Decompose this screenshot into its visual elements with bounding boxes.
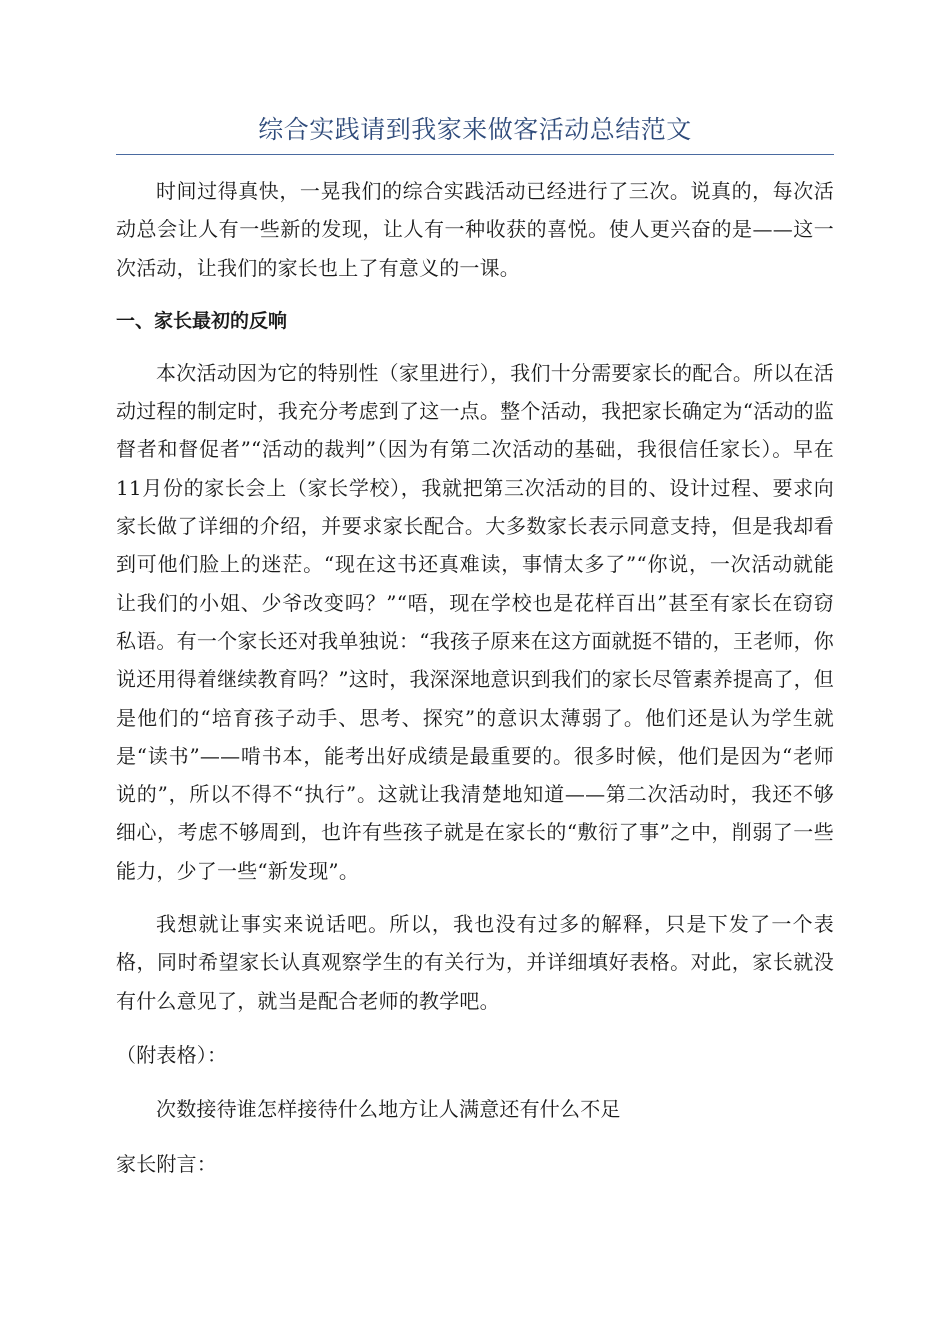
- section-paragraph: 我想就让事实来说话吧。所以，我也没有过多的解释，只是下发了一个表格，同时希望家长认真观察学生的有关行为，并详细填好表格。对此，家长就没有什么意见了，就当是配合老师的教学吧。: [116, 912, 834, 1013]
- table-header-line: 次数接待谁怎样接待什么地方让人满意还有什么不足: [156, 1097, 621, 1122]
- title-underline: [116, 154, 834, 155]
- attachment-label: （附表格）：: [116, 1042, 228, 1067]
- intro-paragraph: 时间过得真快，一晃我们的综合实践活动已经进行了三次。说真的，每次活动总会让人有一些新的发现，让人有一种收获的喜悦。使人更兴奋的是——这一次活动，让我们的家长也上了有意义的一课。: [116, 179, 834, 280]
- section-heading: 一、家长最初的反响: [116, 309, 288, 332]
- document-page: [116, 112, 834, 1183]
- parent-note-label: 家长附言：: [116, 1151, 217, 1176]
- document-title: 综合实践请到我家来做客活动总结范文: [258, 115, 692, 144]
- section-paragraph: 本次活动因为它的特别性（家里进行），我们十分需要家长的配合。所以在活动过程的制定时，我充分考虑到了这一点。整个活动，我把家长确定为“活动的监督者和督促者”“活动的裁判”（因为有第二次活动的基础，我很信任家长）。早在11月份的家长会上（家长学校），我就把第三次活动的目的、设计过程、要求向家长做了详细的介绍，并要求家长配合。大多数家长表示同意支持，但是我却看到可他们脸上的迷茫。“现在这书还真难读，事情太多了”“你说，一次活动就能让我们的小姐、少爷改变吗？”“唔，现在学校也是花样百出”甚至有家长在窃窃私语。有一个家长还对我单独说：“我孩子原来在这方面就挺不错的，王老师，你说还用得着继续教育吗？”这时，我深深地意识到我们的家长尽管素养提高了，但是他们的“培育孩子动手、思考、探究”的意识太薄弱了。他们还是认为学生就是“读书”——啃书本，能考出好成绩是最重要的。很多时候，他们是因为“老师说的”，所以不得不“执行”。这就让我清楚地知道——第二次活动时，我还不够细心，考虑不够周到，也许有些孩子就是在家长的“敷衍了事”之中，削弱了一些能力，少了一些“新发现”。: [116, 360, 834, 883]
